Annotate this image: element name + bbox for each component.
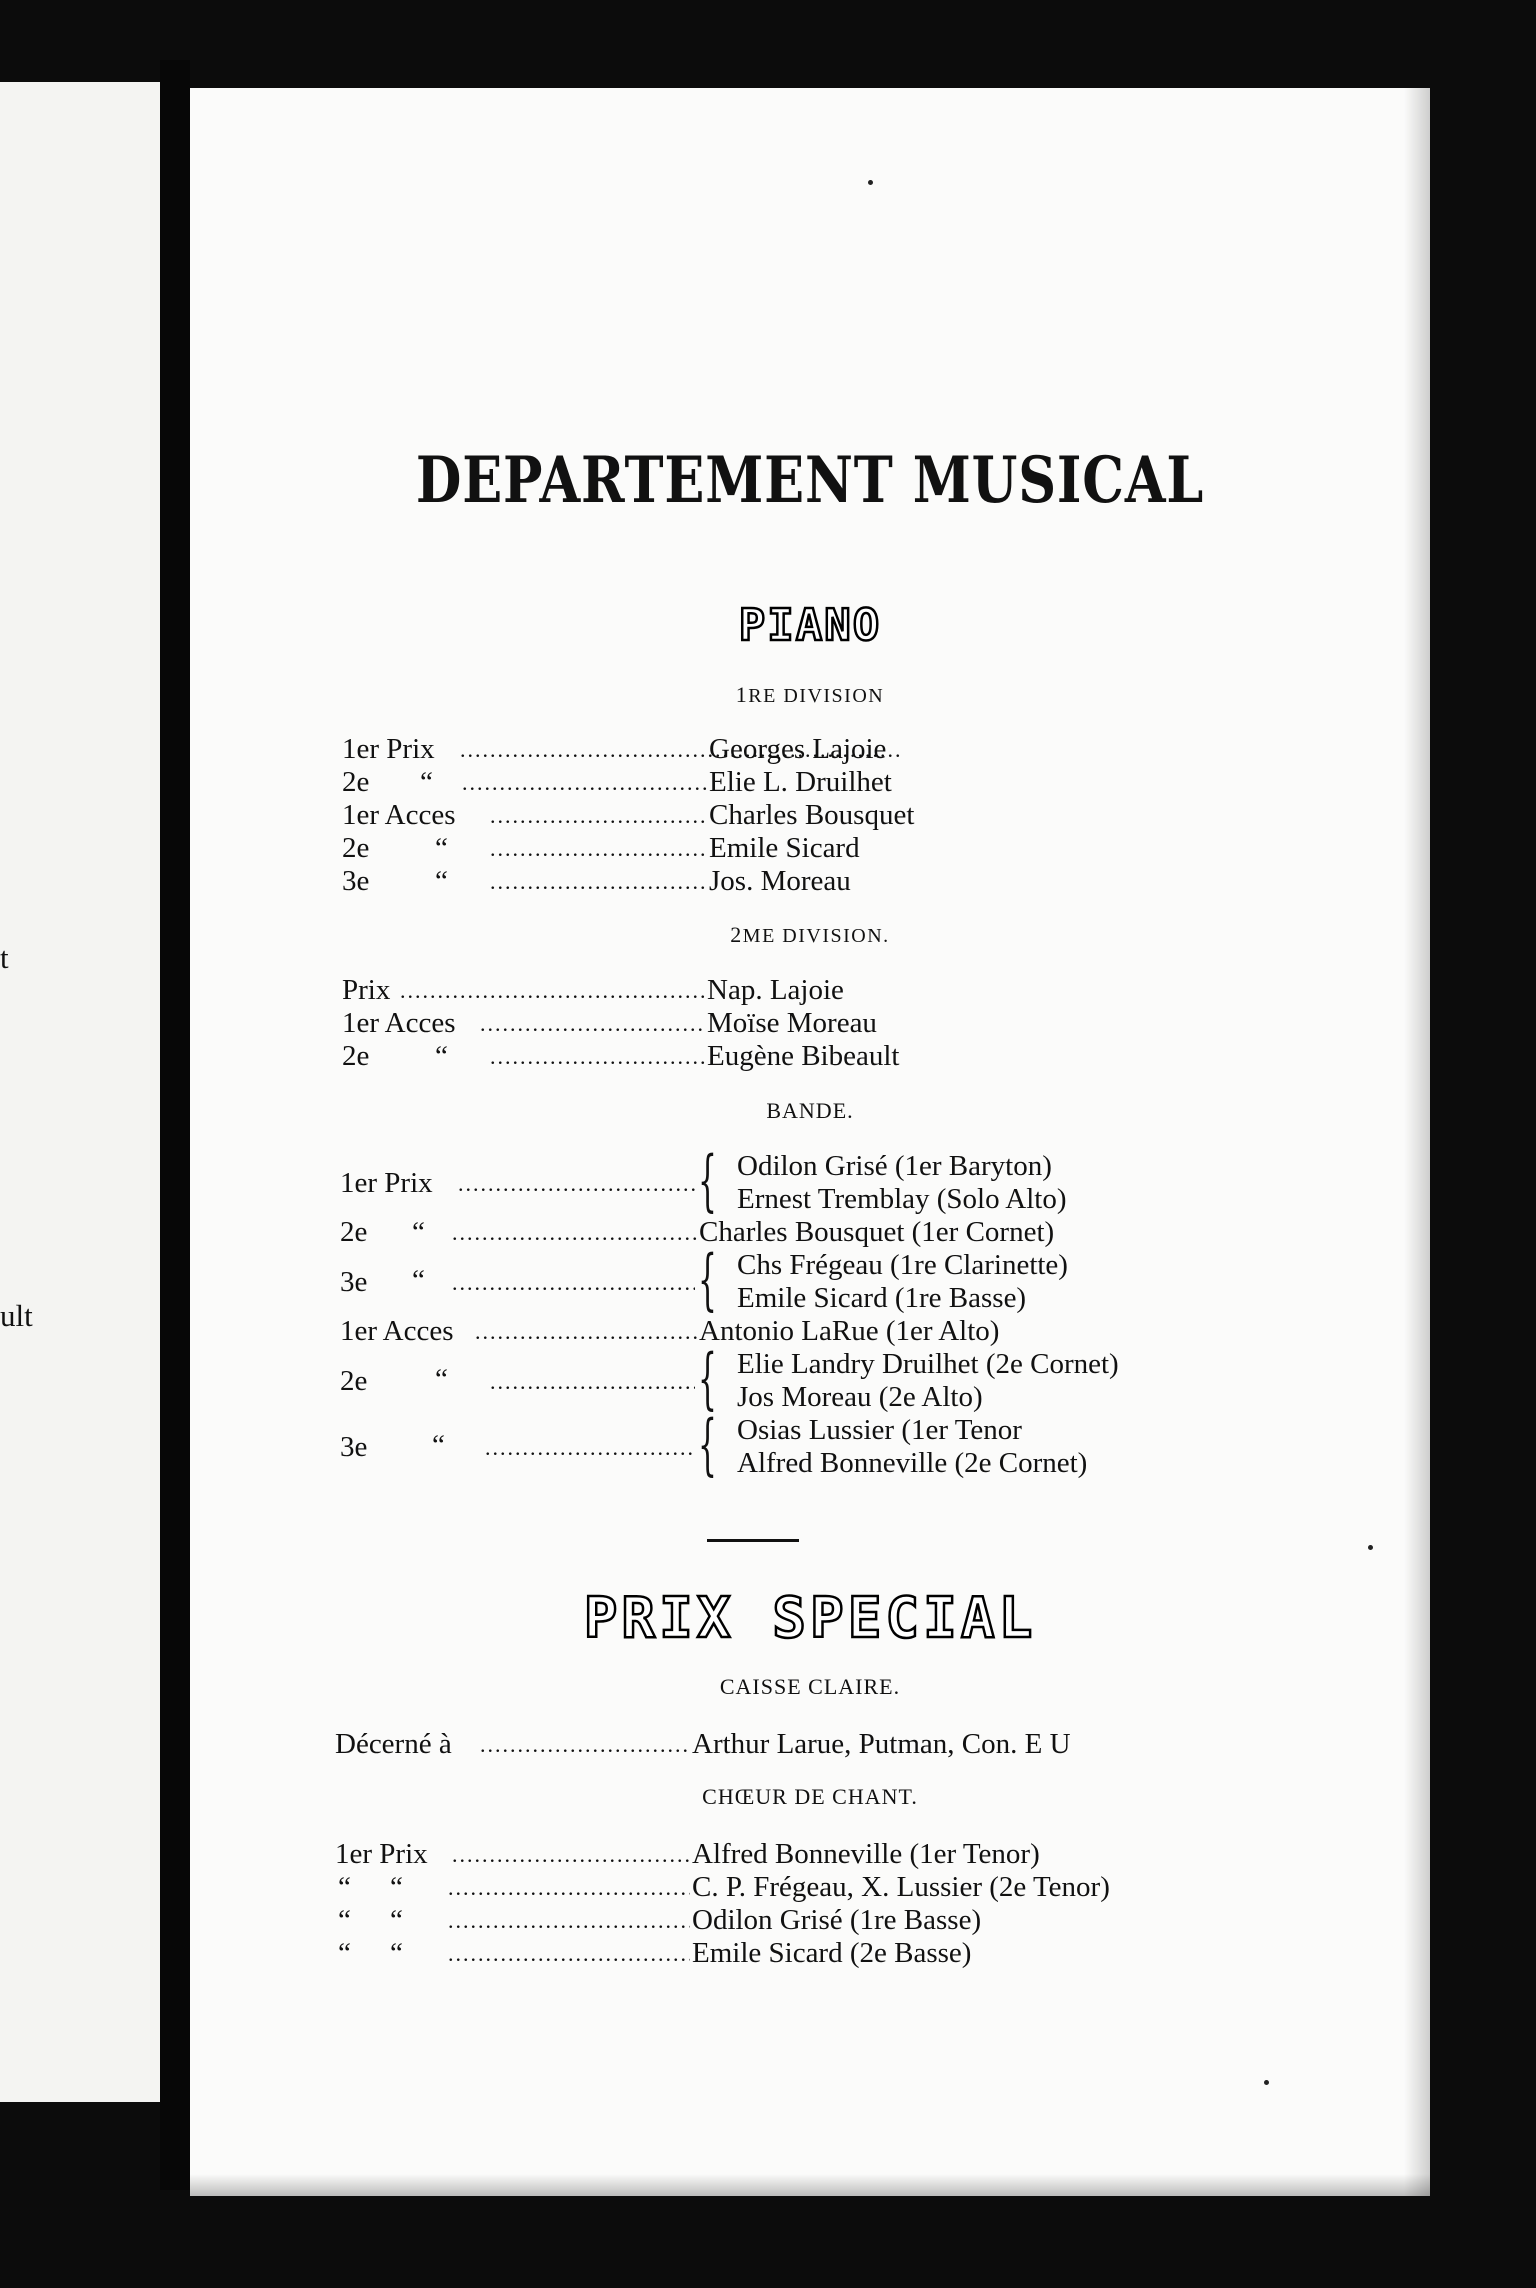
list-item	[190, 766, 1430, 799]
division-label: ME DIVISION.	[742, 925, 890, 947]
brace: {	[698, 1142, 717, 1219]
list-item	[190, 1904, 1430, 1937]
award-rank: 1er Acces	[342, 799, 456, 831]
award-recipient: Osias Lussier (1er Tenor	[737, 1414, 1022, 1446]
award-rank: 3e	[340, 1266, 368, 1298]
brace: {	[698, 1406, 717, 1483]
list-item	[190, 1142, 1430, 1219]
ditto-mark: “	[338, 1937, 351, 1969]
division-number: 2	[730, 922, 743, 947]
leader-dots	[480, 1728, 690, 1761]
award-rank: 3e	[342, 865, 370, 897]
list-item	[190, 1406, 1430, 1483]
division-label: RE DIVISION	[748, 685, 885, 707]
left-page-edge	[0, 82, 160, 2102]
award-rank: 1er Prix	[340, 1167, 433, 1199]
award-rank: 1er Acces	[342, 1007, 456, 1039]
ditto-mark: “	[435, 1363, 448, 1395]
leader-dots	[448, 1937, 690, 1970]
leader-dots	[400, 974, 705, 1007]
choeur-list	[190, 1838, 1430, 1970]
award-recipient: Jos. Moreau	[709, 865, 851, 897]
page-shadow	[190, 2174, 1430, 2196]
award-recipient: Odilon Grisé (1re Basse)	[692, 1904, 982, 1936]
award-rank: 1er Prix	[342, 733, 435, 765]
award-recipient: Elie Landry Druilhet (2e Cornet)	[737, 1348, 1119, 1380]
award-recipient: Jos Moreau (2e Alto)	[737, 1381, 983, 1413]
award-recipient: Eugène Bibeault	[707, 1040, 900, 1072]
list-item	[190, 1315, 1430, 1348]
ditto-mark: “	[412, 1216, 425, 1248]
left-page-fragment: ult	[0, 1298, 33, 1333]
list-item	[190, 799, 1430, 832]
ditto-mark: “	[432, 1429, 445, 1461]
piano-div2-list	[190, 974, 1430, 1073]
list-item	[190, 1728, 1430, 1761]
ditto-mark: “	[420, 766, 433, 798]
bande-list	[190, 1142, 1430, 1483]
award-recipient: Chs Frégeau (1re Clarinette)	[737, 1249, 1068, 1281]
list-item	[190, 865, 1430, 898]
leader-dots	[475, 1315, 697, 1348]
ditto-mark: “	[412, 1264, 425, 1296]
award-recipient: Nap. Lajoie	[707, 974, 844, 1006]
award-recipient: Ernest Tremblay (Solo Alto)	[737, 1183, 1067, 1215]
ditto-mark: “	[338, 1871, 351, 1903]
award-rank: 1er Prix	[335, 1838, 428, 1870]
award-rank: 2e	[342, 766, 370, 798]
list-item	[190, 1241, 1430, 1318]
award-rank: 3e	[340, 1431, 368, 1463]
list-item	[190, 1937, 1430, 1970]
document-page	[190, 88, 1430, 2196]
leader-dots	[462, 766, 707, 799]
list-item	[190, 1838, 1430, 1871]
award-recipient: C. P. Frégeau, X. Lussier (2e Tenor)	[692, 1871, 1110, 1903]
award-recipient: Charles Bousquet (1er Cornet)	[699, 1216, 1055, 1248]
scan-speck	[1264, 2080, 1269, 2085]
award-recipient: Alfred Bonneville (1er Tenor)	[692, 1838, 1040, 1870]
list-item	[190, 832, 1430, 865]
ditto-mark: “	[435, 1040, 448, 1072]
leader-dots	[490, 799, 705, 832]
leader-dots	[448, 1871, 690, 1904]
subsection-heading: CAISSE CLAIRE.	[719, 1674, 901, 1699]
section-heading-prix-special: PRIX SPECIAL	[583, 1586, 1037, 1651]
brace: {	[698, 1241, 717, 1318]
piano-div1-list	[190, 733, 1430, 898]
scan-speck	[868, 180, 873, 185]
ditto-mark: “	[435, 832, 448, 864]
list-item	[190, 1040, 1430, 1073]
leader-dots	[452, 1838, 690, 1871]
ditto-mark: “	[390, 1871, 403, 1903]
award-recipient: Emile Sicard (2e Basse)	[692, 1937, 972, 1969]
award-recipient: Charles Bousquet	[709, 799, 915, 831]
division-heading	[190, 922, 1430, 948]
list-item	[190, 733, 1430, 766]
section-divider	[707, 1539, 799, 1542]
left-page-fragment: t	[0, 940, 9, 975]
list-item	[190, 1340, 1430, 1417]
leader-dots	[490, 1040, 705, 1073]
section-heading-piano: PIANO	[738, 600, 882, 651]
leader-dots	[452, 1216, 697, 1249]
list-item	[190, 1216, 1430, 1249]
leader-dots	[458, 1167, 695, 1200]
award-recipient: Moïse Moreau	[707, 1007, 877, 1039]
page-title: DEPARTEMENT MUSICAL	[415, 443, 1205, 518]
ditto-mark: “	[338, 1904, 351, 1936]
award-recipient: Arthur Larue, Putman, Con. E U	[692, 1728, 1071, 1760]
section-heading-bande: BANDE.	[766, 1098, 854, 1123]
award-rank: Prix	[342, 974, 391, 1006]
leader-dots	[490, 1365, 695, 1398]
award-recipient: Elie L. Druilhet	[709, 766, 892, 798]
award-recipient: Odilon Grisé (1er Baryton)	[737, 1150, 1052, 1182]
subsection-heading: CHŒUR DE CHANT.	[702, 1784, 918, 1809]
award-rank: 2e	[340, 1216, 368, 1248]
list-item	[190, 1007, 1430, 1040]
leader-dots	[490, 832, 705, 865]
ditto-mark: “	[435, 865, 448, 897]
leader-dots	[485, 1431, 695, 1464]
division-heading	[190, 682, 1430, 708]
award-rank: Décerné à	[335, 1728, 452, 1760]
award-rank: 2e	[342, 1040, 370, 1072]
list-item	[190, 1871, 1430, 1904]
award-recipient: Georges Lajoie	[709, 733, 887, 765]
ditto-mark: “	[390, 1904, 403, 1936]
leader-dots	[452, 1266, 695, 1299]
award-recipient: Emile Sicard	[709, 832, 860, 864]
brace: {	[698, 1340, 717, 1417]
scan-speck	[1368, 1545, 1373, 1550]
award-rank: 1er Acces	[340, 1315, 454, 1347]
award-recipient: Emile Sicard (1re Basse)	[737, 1282, 1027, 1314]
caisse-claire-list	[190, 1728, 1430, 1761]
award-recipient: Antonio LaRue (1er Alto)	[699, 1315, 1000, 1347]
leader-dots	[480, 1007, 705, 1040]
leader-dots	[448, 1904, 690, 1937]
list-item	[190, 974, 1430, 1007]
leader-dots	[490, 865, 705, 898]
award-rank: 2e	[340, 1365, 368, 1397]
award-rank: 2e	[342, 832, 370, 864]
division-number: 1	[735, 682, 749, 707]
award-recipient: Alfred Bonneville (2e Cornet)	[737, 1447, 1088, 1479]
ditto-mark: “	[390, 1937, 403, 1969]
page-gutter	[160, 60, 190, 2190]
